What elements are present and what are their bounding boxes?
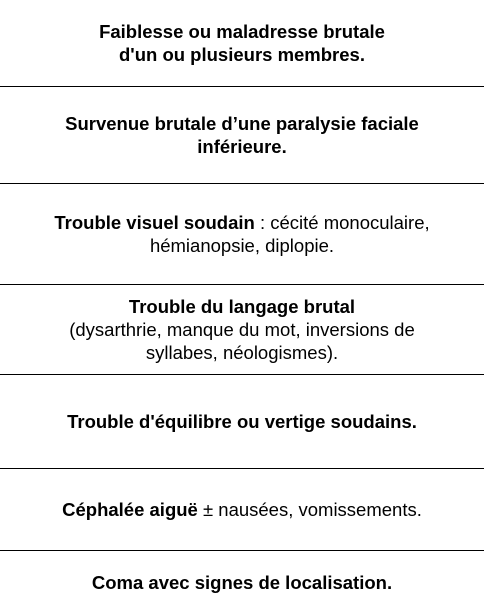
bold-text: Céphalée aiguë (62, 499, 198, 520)
bold-text: d'un ou plusieurs membres. (119, 44, 365, 65)
bold-text: Survenue brutale d’une paralysie faciale (65, 113, 419, 134)
symptom-item-language-trouble (0, 285, 484, 374)
normal-text: syllabes, néologismes). (145, 342, 339, 363)
item-line (92, 571, 392, 594)
symptom-item-headache (0, 469, 484, 550)
symptom-item-coma (0, 551, 484, 614)
bold-text: Trouble visuel soudain (54, 212, 255, 233)
symptom-item-visual-trouble (0, 184, 484, 284)
symptom-item-limb-weakness (0, 0, 484, 86)
normal-text: hémianopsie, diplopie. (149, 235, 335, 256)
item-line (99, 20, 385, 43)
bold-text: Faiblesse ou maladresse brutale (99, 21, 385, 42)
item-line (65, 135, 419, 158)
item-line (54, 234, 429, 257)
symptom-item-balance-trouble (0, 375, 484, 468)
item-line (67, 410, 417, 433)
bold-text: Trouble du langage brutal (128, 296, 356, 317)
normal-text: ± nausées, vomissements. (197, 499, 422, 520)
item-line (69, 318, 415, 341)
bold-text: Trouble d'équilibre ou vertige soudains. (67, 411, 417, 432)
item-line (99, 43, 385, 66)
normal-text: (dysarthrie, manque du mot, inversions de (69, 319, 415, 340)
item-line (54, 211, 429, 234)
normal-text: : cécité monoculaire, (254, 212, 430, 233)
bold-text: Coma avec signes de localisation. (91, 572, 393, 593)
symptom-item-facial-paralysis (0, 87, 484, 183)
bold-text: inférieure. (197, 136, 287, 157)
item-line (69, 341, 415, 364)
item-line (62, 498, 422, 521)
item-line (69, 295, 415, 318)
item-line (65, 112, 419, 135)
